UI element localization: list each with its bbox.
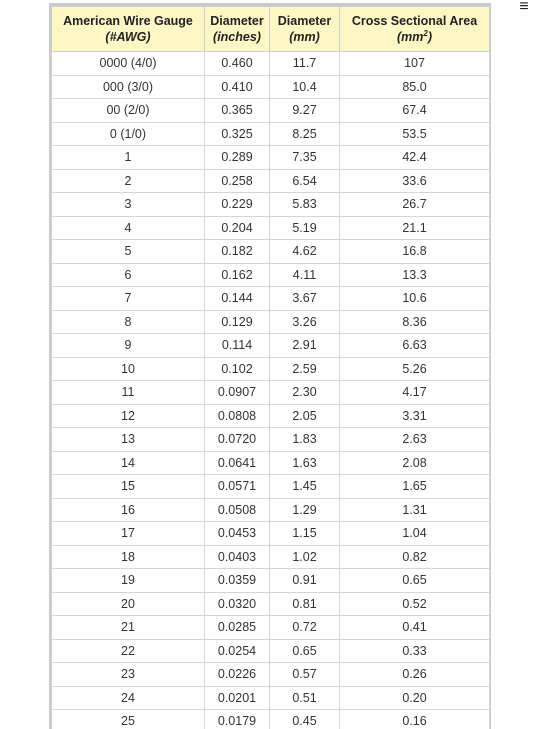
hamburger-menu-icon[interactable]: ≡ [519, 0, 529, 15]
cell-awg: 9 [52, 334, 205, 358]
cell-area: 67.4 [340, 99, 490, 123]
cell-awg: 5 [52, 240, 205, 264]
cell-area: 10.6 [340, 287, 490, 311]
cell-diameter-inches: 0.0641 [205, 451, 270, 475]
cell-diameter-mm: 5.83 [270, 193, 340, 217]
cell-diameter-mm: 1.45 [270, 475, 340, 499]
table-row [52, 381, 490, 405]
cell-area: 21.1 [340, 216, 490, 240]
cell-diameter-inches: 0.229 [205, 193, 270, 217]
cell-diameter-mm: 2.05 [270, 404, 340, 428]
table-row [52, 52, 490, 76]
cell-diameter-mm: 4.11 [270, 263, 340, 287]
table-row [52, 686, 490, 710]
cell-diameter-mm: 0.57 [270, 663, 340, 687]
cell-diameter-inches: 0.0720 [205, 428, 270, 452]
cell-awg: 4 [52, 216, 205, 240]
header-area-sub-suffix: ) [427, 30, 433, 44]
cell-awg: 20 [52, 592, 205, 616]
header-diameter-inches-sub: (inches) [213, 30, 261, 44]
cell-diameter-inches: 0.162 [205, 263, 270, 287]
cell-diameter-mm: 0.81 [270, 592, 340, 616]
cell-awg: 2 [52, 169, 205, 193]
cell-diameter-mm: 1.15 [270, 522, 340, 546]
table-row [52, 240, 490, 264]
cell-diameter-mm: 1.02 [270, 545, 340, 569]
cell-diameter-inches: 0.102 [205, 357, 270, 381]
table-row [52, 592, 490, 616]
cell-area: 2.63 [340, 428, 490, 452]
cell-area: 0.20 [340, 686, 490, 710]
table-row [52, 404, 490, 428]
cell-diameter-inches: 0.0571 [205, 475, 270, 499]
cell-awg: 000 (3/0) [52, 75, 205, 99]
cell-area: 2.08 [340, 451, 490, 475]
cell-area: 1.31 [340, 498, 490, 522]
cell-area: 107 [340, 52, 490, 76]
cell-awg: 16 [52, 498, 205, 522]
header-diameter-mm-sub: (mm) [289, 30, 320, 44]
cell-area: 85.0 [340, 75, 490, 99]
cell-diameter-mm: 7.35 [270, 146, 340, 170]
cell-awg: 6 [52, 263, 205, 287]
cell-area: 8.36 [340, 310, 490, 334]
table-row [52, 616, 490, 640]
cell-diameter-inches: 0.289 [205, 146, 270, 170]
cell-awg: 17 [52, 522, 205, 546]
table-header [52, 7, 490, 52]
table-row [52, 639, 490, 663]
cell-area: 4.17 [340, 381, 490, 405]
table-row [52, 475, 490, 499]
header-row [52, 7, 490, 52]
cell-diameter-inches: 0.182 [205, 240, 270, 264]
cell-area: 0.41 [340, 616, 490, 640]
cell-diameter-inches: 0.204 [205, 216, 270, 240]
header-area-sub [342, 29, 487, 45]
table-row [52, 263, 490, 287]
cell-diameter-inches: 0.0179 [205, 710, 270, 729]
table-row [52, 663, 490, 687]
cell-awg: 22 [52, 639, 205, 663]
table-row [52, 216, 490, 240]
cell-diameter-mm: 0.91 [270, 569, 340, 593]
header-diameter-mm-title: Diameter [277, 14, 332, 28]
table-body [52, 52, 490, 729]
header-awg-sub: (#AWG) [105, 30, 151, 44]
cell-diameter-mm: 0.65 [270, 639, 340, 663]
cell-area: 0.26 [340, 663, 490, 687]
table-row [52, 522, 490, 546]
cell-area: 5.26 [340, 357, 490, 381]
cell-awg: 24 [52, 686, 205, 710]
cell-area: 16.8 [340, 240, 490, 264]
cell-diameter-inches: 0.365 [205, 99, 270, 123]
cell-diameter-inches: 0.0359 [205, 569, 270, 593]
cell-diameter-inches: 0.0403 [205, 545, 270, 569]
cell-diameter-mm: 3.26 [270, 310, 340, 334]
cell-diameter-mm: 8.25 [270, 122, 340, 146]
cell-diameter-inches: 0.0808 [205, 404, 270, 428]
cell-awg: 23 [52, 663, 205, 687]
cell-awg: 0 (1/0) [52, 122, 205, 146]
table-row [52, 287, 490, 311]
cell-area: 3.31 [340, 404, 490, 428]
cell-diameter-inches: 0.129 [205, 310, 270, 334]
cell-diameter-mm: 2.59 [270, 357, 340, 381]
cell-diameter-inches: 0.0320 [205, 592, 270, 616]
cell-diameter-inches: 0.410 [205, 75, 270, 99]
table-row [52, 193, 490, 217]
header-awg-title: American Wire Gauge [63, 14, 193, 28]
cell-area: 26.7 [340, 193, 490, 217]
table-row [52, 75, 490, 99]
cell-diameter-inches: 0.0285 [205, 616, 270, 640]
header-awg [52, 7, 205, 52]
cell-awg: 25 [52, 710, 205, 729]
cell-area: 1.04 [340, 522, 490, 546]
header-area-sub-sup: 2 [423, 28, 428, 38]
cell-diameter-mm: 9.27 [270, 99, 340, 123]
cell-awg: 7 [52, 287, 205, 311]
cell-awg: 12 [52, 404, 205, 428]
table-row [52, 428, 490, 452]
cell-awg: 00 (2/0) [52, 99, 205, 123]
header-area-title: Cross Sectional Area [351, 14, 478, 28]
cell-diameter-inches: 0.0508 [205, 498, 270, 522]
table-row [52, 122, 490, 146]
cell-diameter-mm: 2.30 [270, 381, 340, 405]
cell-diameter-mm: 1.29 [270, 498, 340, 522]
table-row [52, 357, 490, 381]
cell-diameter-mm: 1.83 [270, 428, 340, 452]
cell-diameter-mm: 0.45 [270, 710, 340, 729]
cell-diameter-inches: 0.114 [205, 334, 270, 358]
cell-area: 33.6 [340, 169, 490, 193]
cell-diameter-inches: 0.460 [205, 52, 270, 76]
cell-diameter-mm: 1.63 [270, 451, 340, 475]
cell-diameter-mm: 4.62 [270, 240, 340, 264]
cell-awg: 18 [52, 545, 205, 569]
cell-diameter-inches: 0.0453 [205, 522, 270, 546]
cell-diameter-inches: 0.0907 [205, 381, 270, 405]
cell-awg: 14 [52, 451, 205, 475]
header-diameter-mm [270, 7, 340, 52]
cell-diameter-mm: 11.7 [270, 52, 340, 76]
cell-diameter-mm: 10.4 [270, 75, 340, 99]
cell-awg: 10 [52, 357, 205, 381]
header-cross-sectional-area [340, 7, 490, 52]
cell-area: 1.65 [340, 475, 490, 499]
cell-awg: 19 [52, 569, 205, 593]
cell-diameter-inches: 0.0201 [205, 686, 270, 710]
cell-awg: 11 [52, 381, 205, 405]
table-row [52, 146, 490, 170]
cell-diameter-mm: 2.91 [270, 334, 340, 358]
cell-area: 0.33 [340, 639, 490, 663]
cell-diameter-inches: 0.144 [205, 287, 270, 311]
cell-diameter-mm: 3.67 [270, 287, 340, 311]
table-row [52, 169, 490, 193]
table-row [52, 569, 490, 593]
cell-area: 0.52 [340, 592, 490, 616]
cell-diameter-mm: 0.72 [270, 616, 340, 640]
table-row [52, 498, 490, 522]
cell-diameter-inches: 0.0254 [205, 639, 270, 663]
awg-table-frame [49, 3, 491, 729]
header-diameter-inches [205, 7, 270, 52]
cell-area: 13.3 [340, 263, 490, 287]
cell-area: 0.82 [340, 545, 490, 569]
cell-awg: 15 [52, 475, 205, 499]
table-row [52, 451, 490, 475]
cell-area: 42.4 [340, 146, 490, 170]
cell-area: 6.63 [340, 334, 490, 358]
cell-diameter-mm: 0.51 [270, 686, 340, 710]
cell-awg: 13 [52, 428, 205, 452]
cell-awg: 0000 (4/0) [52, 52, 205, 76]
table-row [52, 334, 490, 358]
awg-table [51, 6, 490, 729]
table-row [52, 310, 490, 334]
cell-area: 0.65 [340, 569, 490, 593]
cell-awg: 21 [52, 616, 205, 640]
cell-diameter-mm: 5.19 [270, 216, 340, 240]
cell-diameter-inches: 0.0226 [205, 663, 270, 687]
cell-area: 0.16 [340, 710, 490, 729]
header-diameter-inches-title: Diameter [210, 14, 264, 28]
header-area-sub-prefix: (mm [396, 30, 424, 44]
cell-diameter-mm: 6.54 [270, 169, 340, 193]
table-row [52, 545, 490, 569]
cell-diameter-inches: 0.325 [205, 122, 270, 146]
cell-awg: 1 [52, 146, 205, 170]
cell-diameter-inches: 0.258 [205, 169, 270, 193]
cell-awg: 3 [52, 193, 205, 217]
table-row [52, 710, 490, 729]
cell-area: 53.5 [340, 122, 490, 146]
table-row [52, 99, 490, 123]
cell-awg: 8 [52, 310, 205, 334]
